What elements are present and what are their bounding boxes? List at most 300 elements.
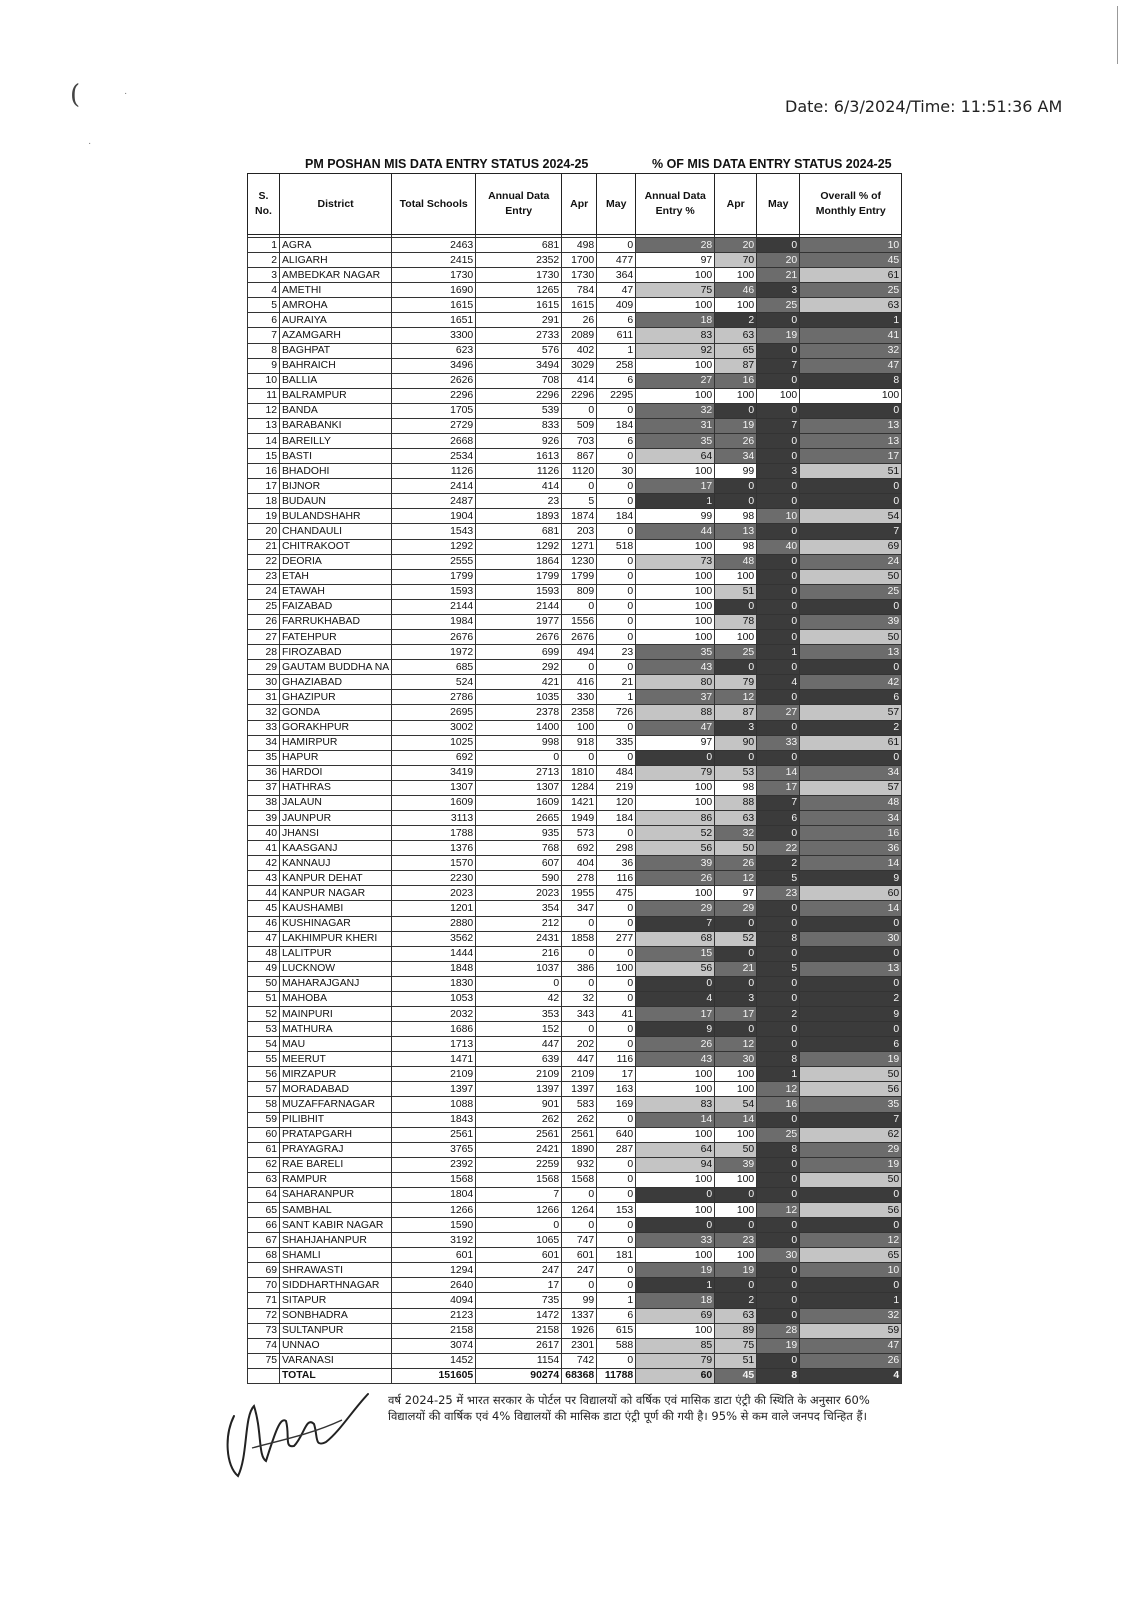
table-row (248, 584, 902, 599)
cell-annual-entry: 292 (476, 660, 562, 675)
cell-overall-pct: 6 (800, 1037, 902, 1052)
cell-overall-pct: 0 (800, 1278, 902, 1293)
cell-total-schools: 3113 (392, 810, 476, 825)
cell-may: 36 (597, 856, 636, 871)
cell-may: 0 (597, 1278, 636, 1293)
cell-annual-pct: 100 (636, 1127, 715, 1142)
cell-may: 409 (597, 298, 636, 313)
cell-annual-pct: 4 (636, 991, 715, 1006)
cell-sno: 66 (248, 1218, 280, 1233)
cell-district: LUCKNOW (280, 961, 392, 976)
cell-annual-entry: 1035 (476, 690, 562, 705)
cell-overall-pct: 26 (800, 1353, 902, 1368)
cell-annual-pct: 28 (636, 238, 715, 253)
cell-apr: 68368 (562, 1368, 597, 1383)
table-row (248, 343, 902, 358)
cell-annual-entry: 23 (476, 494, 562, 509)
cell-may: 726 (597, 705, 636, 720)
cell-may: 181 (597, 1248, 636, 1263)
cell-district: PRAYAGRAJ (280, 1142, 392, 1157)
table-row (248, 479, 902, 494)
cell-annual-entry: 216 (476, 946, 562, 961)
cell-apr: 583 (562, 1097, 597, 1112)
cell-annual-entry: 681 (476, 524, 562, 539)
cell-total-schools: 2880 (392, 916, 476, 931)
cell-apr-pct: 63 (715, 810, 757, 825)
cell-apr: 330 (562, 690, 597, 705)
cell-apr: 0 (562, 750, 597, 765)
cell-overall-pct: 39 (800, 614, 902, 629)
table-row (248, 253, 902, 268)
table-row (248, 388, 902, 403)
cell-apr: 1264 (562, 1203, 597, 1218)
cell-may: 0 (597, 1037, 636, 1052)
cell-annual-entry: 935 (476, 826, 562, 841)
cell-annual-entry: 152 (476, 1022, 562, 1037)
cell-annual-pct: 88 (636, 705, 715, 720)
cell-district: BIJNOR (280, 479, 392, 494)
cell-apr: 386 (562, 961, 597, 976)
cell-may-pct: 3 (757, 283, 800, 298)
cell-overall-pct: 25 (800, 283, 902, 298)
cell-sno: 32 (248, 705, 280, 720)
cell-apr: 742 (562, 1353, 597, 1368)
cell-apr-pct: 2 (715, 313, 757, 328)
table-row (248, 449, 902, 464)
cell-may: 0 (597, 449, 636, 464)
cell-may: 0 (597, 991, 636, 1006)
cell-annual-entry: 1568 (476, 1172, 562, 1187)
table-row (248, 976, 902, 991)
cell-may-pct: 0 (757, 524, 800, 539)
cell-sno: 43 (248, 871, 280, 886)
cell-sno: 42 (248, 856, 280, 871)
table-row (248, 1203, 902, 1218)
cell-total-schools: 1904 (392, 509, 476, 524)
cell-may-pct: 0 (757, 434, 800, 449)
cell-district: KAASGANJ (280, 841, 392, 856)
cell-may-pct: 20 (757, 253, 800, 268)
cell-total-schools: 1570 (392, 856, 476, 871)
cell-annual-pct: 100 (636, 630, 715, 645)
cell-overall-pct: 36 (800, 841, 902, 856)
cell-apr-pct: 0 (715, 750, 757, 765)
col-annual-entry: Annual Data Entry (476, 174, 562, 235)
cell-may: 169 (597, 1097, 636, 1112)
cell-may: 116 (597, 871, 636, 886)
cell-may: 0 (597, 494, 636, 509)
cell-annual-entry: 1615 (476, 298, 562, 313)
cell-district: BALRAMPUR (280, 388, 392, 403)
cell-may-pct: 0 (757, 1353, 800, 1368)
cell-total-schools: 3419 (392, 765, 476, 780)
cell-apr-pct: 23 (715, 1233, 757, 1248)
cell-apr-pct: 100 (715, 1067, 757, 1082)
cell-sno: 47 (248, 931, 280, 946)
cell-apr-pct: 0 (715, 1278, 757, 1293)
cell-district: SONBHADRA (280, 1308, 392, 1323)
cell-annual-pct: 15 (636, 946, 715, 961)
table-row (248, 765, 902, 780)
cell-total-schools: 1788 (392, 826, 476, 841)
cell-district: LALITPUR (280, 946, 392, 961)
cell-total-schools: 2561 (392, 1127, 476, 1142)
cell-apr-pct: 26 (715, 434, 757, 449)
cell-annual-entry: 708 (476, 373, 562, 388)
cell-may-pct: 0 (757, 750, 800, 765)
cell-total-schools: 2415 (392, 253, 476, 268)
cell-overall-pct: 51 (800, 464, 902, 479)
cell-apr-pct: 89 (715, 1323, 757, 1338)
cell-may: 0 (597, 479, 636, 494)
cell-apr-pct: 100 (715, 1248, 757, 1263)
cell-apr: 1397 (562, 1082, 597, 1097)
cell-sno: 73 (248, 1323, 280, 1338)
cell-annual-pct: 43 (636, 1052, 715, 1067)
table-row (248, 871, 902, 886)
cell-may: 0 (597, 599, 636, 614)
cell-apr: 747 (562, 1233, 597, 1248)
cell-total-schools: 2487 (392, 494, 476, 509)
cell-overall-pct: 17 (800, 449, 902, 464)
cell-apr: 1556 (562, 614, 597, 629)
cell-annual-entry: 639 (476, 1052, 562, 1067)
cell-may: 30 (597, 464, 636, 479)
cell-district: ETAWAH (280, 584, 392, 599)
cell-district: SANT KABIR NAGAR (280, 1218, 392, 1233)
cell-apr: 1890 (562, 1142, 597, 1157)
cell-may: 298 (597, 841, 636, 856)
cell-may: 0 (597, 1112, 636, 1127)
cell-annual-pct: 92 (636, 343, 715, 358)
cell-apr: 1568 (562, 1172, 597, 1187)
cell-total-schools: 2463 (392, 238, 476, 253)
cell-overall-pct: 48 (800, 795, 902, 810)
cell-annual-pct: 26 (636, 871, 715, 886)
cell-apr: 343 (562, 1006, 597, 1021)
cell-apr-pct: 63 (715, 328, 757, 343)
cell-annual-entry: 414 (476, 479, 562, 494)
cell-total-schools: 3300 (392, 328, 476, 343)
cell-apr: 498 (562, 238, 597, 253)
cell-may: 0 (597, 660, 636, 675)
table-title: PM POSHAN MIS DATA ENTRY STATUS 2024-25 (305, 157, 589, 171)
cell-may: 0 (597, 403, 636, 418)
cell-apr: 1955 (562, 886, 597, 901)
table-row (248, 1323, 902, 1338)
cell-district: JHANSI (280, 826, 392, 841)
cell-sno: 30 (248, 675, 280, 690)
cell-may-pct: 0 (757, 479, 800, 494)
cell-annual-pct: 100 (636, 1323, 715, 1338)
cell-apr: 1230 (562, 554, 597, 569)
cell-sno: 53 (248, 1022, 280, 1037)
cell-sno: 49 (248, 961, 280, 976)
cell-annual-entry: 2665 (476, 810, 562, 825)
cell-total-schools: 3496 (392, 358, 476, 373)
cell-district: JALAUN (280, 795, 392, 810)
cell-may-pct: 5 (757, 961, 800, 976)
cell-district: RAE BARELI (280, 1157, 392, 1172)
cell-annual-pct: 100 (636, 795, 715, 810)
cell-overall-pct: 13 (800, 645, 902, 660)
cell-may-pct: 5 (757, 871, 800, 886)
cell-overall-pct: 63 (800, 298, 902, 313)
cell-district: DEORIA (280, 554, 392, 569)
cell-overall-pct: 9 (800, 871, 902, 886)
cell-total-schools: 1830 (392, 976, 476, 991)
cell-may-pct: 0 (757, 991, 800, 1006)
cell-district: MAINPURI (280, 1006, 392, 1021)
cell-annual-pct: 79 (636, 765, 715, 780)
cell-annual-entry: 354 (476, 901, 562, 916)
table-row (248, 554, 902, 569)
table-row (248, 780, 902, 795)
cell-district: FARRUKHABAD (280, 614, 392, 629)
col-district: District (280, 174, 392, 235)
cell-sno: 33 (248, 720, 280, 735)
print-datetime: Date: 6/3/2024/Time: 11:51:36 AM (785, 97, 1063, 116)
cell-apr: 278 (562, 871, 597, 886)
cell-apr-pct: 12 (715, 690, 757, 705)
cell-may: 11788 (597, 1368, 636, 1383)
table-row (248, 434, 902, 449)
cell-sno: 12 (248, 403, 280, 418)
cell-sno: 74 (248, 1338, 280, 1353)
cell-may-pct: 0 (757, 554, 800, 569)
table-row (248, 403, 902, 418)
cell-total-schools: 524 (392, 675, 476, 690)
cell-may-pct: 0 (757, 449, 800, 464)
cell-overall-pct: 34 (800, 810, 902, 825)
cell-apr-pct: 26 (715, 856, 757, 871)
table-row (248, 1037, 902, 1052)
cell-sno: 54 (248, 1037, 280, 1052)
cell-may-pct: 8 (757, 1368, 800, 1383)
cell-apr: 32 (562, 991, 597, 1006)
cell-apr-pct: 87 (715, 705, 757, 720)
table-row (248, 298, 902, 313)
cell-may: 21 (597, 675, 636, 690)
cell-annual-entry: 1265 (476, 283, 562, 298)
cell-annual-pct: 39 (636, 856, 715, 871)
cell-annual-entry: 735 (476, 1293, 562, 1308)
table-row (248, 856, 902, 871)
cell-annual-pct: 100 (636, 1172, 715, 1187)
cell-sno: 24 (248, 584, 280, 599)
cell-overall-pct: 0 (800, 946, 902, 961)
status-table (247, 173, 902, 1384)
cell-may: 0 (597, 750, 636, 765)
cell-district: BHADOHI (280, 464, 392, 479)
cell-apr-pct: 20 (715, 238, 757, 253)
cell-total-schools: 1266 (392, 1203, 476, 1218)
cell-annual-entry: 1065 (476, 1233, 562, 1248)
cell-sno: 59 (248, 1112, 280, 1127)
table-row (248, 569, 902, 584)
cell-total-schools: 3562 (392, 931, 476, 946)
table-row (248, 630, 902, 645)
cell-district: SULTANPUR (280, 1323, 392, 1338)
table-row (248, 1233, 902, 1248)
cell-annual-entry: 2109 (476, 1067, 562, 1082)
cell-annual-pct: 18 (636, 313, 715, 328)
cell-district: GAUTAM BUDDHA NA (280, 660, 392, 675)
cell-annual-pct: 0 (636, 1218, 715, 1233)
cell-overall-pct: 0 (800, 660, 902, 675)
cell-may-pct: 0 (757, 976, 800, 991)
cell-annual-entry: 926 (476, 434, 562, 449)
table-row (248, 901, 902, 916)
table-row (248, 1218, 902, 1233)
table-row (248, 946, 902, 961)
cell-annual-entry: 539 (476, 403, 562, 418)
cell-district: KAUSHAMBI (280, 901, 392, 916)
cell-total-schools: 2109 (392, 1067, 476, 1082)
table-row (248, 358, 902, 373)
cell-annual-pct: 99 (636, 509, 715, 524)
cell-overall-pct: 14 (800, 856, 902, 871)
cell-apr-pct: 79 (715, 675, 757, 690)
cell-may-pct: 21 (757, 268, 800, 283)
cell-sno: 51 (248, 991, 280, 1006)
cell-annual-pct: 100 (636, 1082, 715, 1097)
cell-district: PILIBHIT (280, 1112, 392, 1127)
cell-overall-pct: 19 (800, 1052, 902, 1067)
cell-total-schools: 685 (392, 660, 476, 675)
cell-overall-pct: 57 (800, 780, 902, 795)
cell-sno: 22 (248, 554, 280, 569)
cell-district: AMBEDKAR NAGAR (280, 268, 392, 283)
cell-total-schools: 2555 (392, 554, 476, 569)
cell-total-schools: 1590 (392, 1218, 476, 1233)
cell-annual-pct: 100 (636, 1248, 715, 1263)
cell-annual-entry: 601 (476, 1248, 562, 1263)
table-row (248, 916, 902, 931)
cell-total-schools: 2023 (392, 886, 476, 901)
table-row (248, 1112, 902, 1127)
cell-overall-pct: 32 (800, 1308, 902, 1323)
cell-may: 163 (597, 1082, 636, 1097)
cell-annual-pct: 100 (636, 358, 715, 373)
table-row (248, 524, 902, 539)
cell-may-pct: 0 (757, 1293, 800, 1308)
cell-district: SAMBHAL (280, 1203, 392, 1218)
cell-apr: 918 (562, 735, 597, 750)
cell-annual-entry: 262 (476, 1112, 562, 1127)
cell-total-schools: 4094 (392, 1293, 476, 1308)
cell-may: 0 (597, 826, 636, 841)
cell-overall-pct: 59 (800, 1323, 902, 1338)
table-row (248, 283, 902, 298)
cell-apr: 2089 (562, 328, 597, 343)
cell-sno: 19 (248, 509, 280, 524)
table-row (248, 1082, 902, 1097)
cell-overall-pct: 2 (800, 991, 902, 1006)
cell-district: MORADABAD (280, 1082, 392, 1097)
summary-note: वर्ष 2024-25 में भारत सरकार के पोर्टल पर विद्यालयों को वर्षिक एवं मासिक डाटा एंट्री की स्थिति के अनुसार 60% विद्यालयों की वार्षिक एवं 4% विद्यालयों की मासिक डाटा एंट्री पूर्ण की गयी है। 95% से कम वाले जनपद चिन्हित हैं। (388, 1393, 870, 1423)
cell-may: 0 (597, 1263, 636, 1278)
cell-may: 0 (597, 1353, 636, 1368)
cell-apr-pct: 100 (715, 268, 757, 283)
cell-apr-pct: 98 (715, 539, 757, 554)
cell-total-schools: 1126 (392, 464, 476, 479)
cell-annual-pct: 83 (636, 1097, 715, 1112)
cell-district: MATHURA (280, 1022, 392, 1037)
cell-total-schools: 1799 (392, 569, 476, 584)
cell-annual-pct: 100 (636, 584, 715, 599)
cell-annual-entry: 17 (476, 1278, 562, 1293)
cell-annual-entry: 681 (476, 238, 562, 253)
cell-district: FATEHPUR (280, 630, 392, 645)
cell-apr-pct: 100 (715, 1172, 757, 1187)
cell-apr: 0 (562, 916, 597, 931)
cell-may: 6 (597, 373, 636, 388)
cell-overall-pct: 54 (800, 509, 902, 524)
cell-sno: 34 (248, 735, 280, 750)
cell-may-pct: 0 (757, 720, 800, 735)
cell-overall-pct: 12 (800, 1233, 902, 1248)
cell-apr: 0 (562, 976, 597, 991)
cell-apr: 0 (562, 660, 597, 675)
cell-may: 153 (597, 1203, 636, 1218)
cell-may-pct: 7 (757, 358, 800, 373)
cell-annual-pct: 100 (636, 464, 715, 479)
cell-overall-pct: 4 (800, 1368, 902, 1383)
cell-total-schools: 3192 (392, 1233, 476, 1248)
cell-may-pct: 25 (757, 298, 800, 313)
cell-overall-pct: 10 (800, 238, 902, 253)
cell-may: 277 (597, 931, 636, 946)
cell-apr-pct: 100 (715, 298, 757, 313)
table-row (248, 826, 902, 841)
cell-apr: 1337 (562, 1308, 597, 1323)
cell-annual-entry: 2378 (476, 705, 562, 720)
cell-annual-pct: 0 (636, 750, 715, 765)
cell-annual-entry: 2144 (476, 599, 562, 614)
cell-overall-pct: 47 (800, 1338, 902, 1353)
cell-district: MAHOBA (280, 991, 392, 1006)
cell-annual-pct: 7 (636, 916, 715, 931)
cell-overall-pct: 50 (800, 1067, 902, 1082)
cell-apr-pct: 0 (715, 1022, 757, 1037)
cell-annual-pct: 35 (636, 434, 715, 449)
cell-district: SHAMLI (280, 1248, 392, 1263)
cell-apr-pct: 0 (715, 976, 757, 991)
cell-sno: 23 (248, 569, 280, 584)
cell-total-schools: 1088 (392, 1097, 476, 1112)
cell-may: 0 (597, 1187, 636, 1202)
cell-may-pct: 33 (757, 735, 800, 750)
cell-total-schools: 1397 (392, 1082, 476, 1097)
cell-sno: 62 (248, 1157, 280, 1172)
cell-total-schools: 1025 (392, 735, 476, 750)
cell-apr-pct: 0 (715, 479, 757, 494)
table-row (248, 464, 902, 479)
cell-district: ALIGARH (280, 253, 392, 268)
cell-may: 0 (597, 916, 636, 931)
cell-apr-pct: 12 (715, 871, 757, 886)
cell-may: 47 (597, 283, 636, 298)
cell-overall-pct: 19 (800, 1157, 902, 1172)
cell-may-pct: 0 (757, 614, 800, 629)
cell-sno: 63 (248, 1172, 280, 1187)
cell-may: 615 (597, 1323, 636, 1338)
cell-annual-pct: 100 (636, 388, 715, 403)
scan-mark: · (124, 88, 128, 99)
cell-may-pct: 17 (757, 780, 800, 795)
cell-apr-pct: 99 (715, 464, 757, 479)
